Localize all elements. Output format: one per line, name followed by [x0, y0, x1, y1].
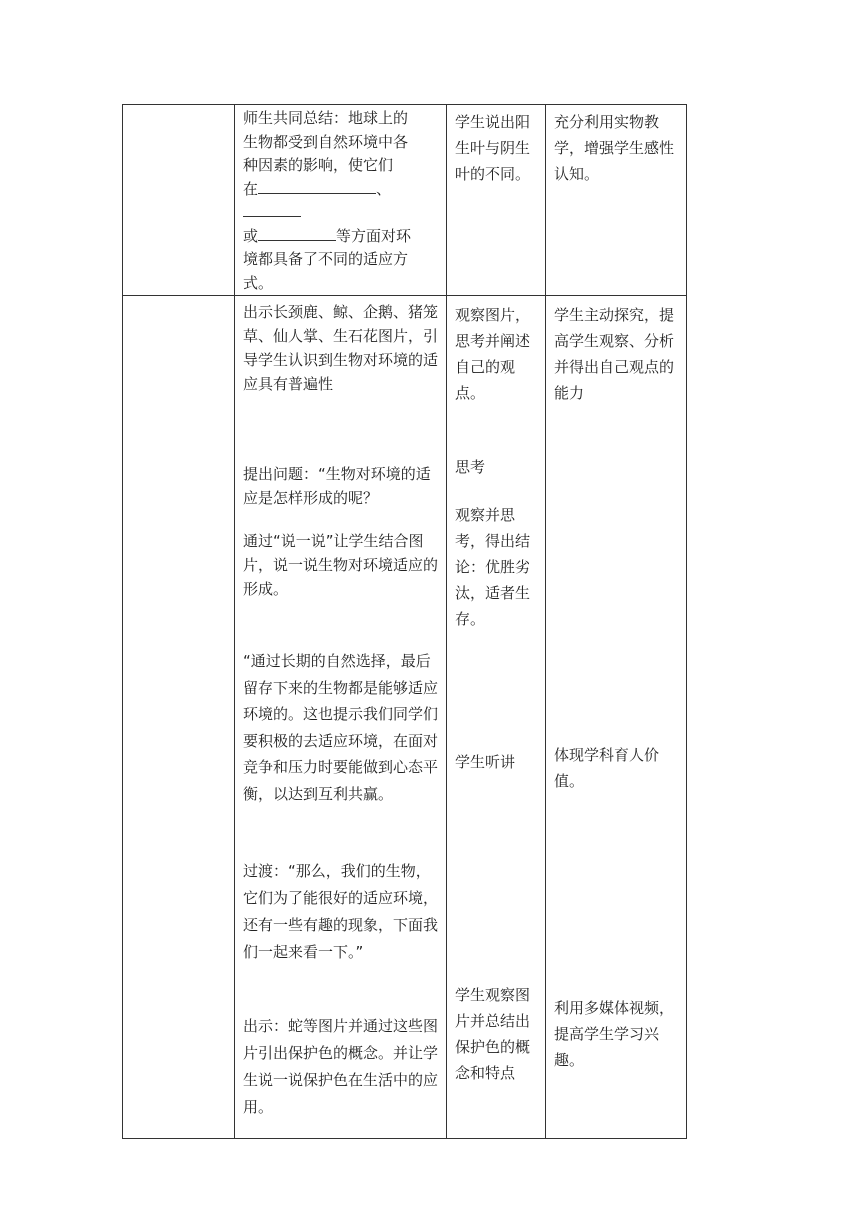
paragraph: 出示：蛇等图片并通过这些图片引出保护色的概念。并让学生说一说保护色在生活中的应用。	[243, 1017, 439, 1116]
stage-cell	[123, 105, 235, 296]
paragraph: 利用多媒体视频，提高学生学习兴趣。	[554, 999, 675, 1069]
paragraph: 观察并思考，得出结论：优胜劣汰，适者生存。	[455, 506, 531, 628]
paragraph: 观察图片，思考并阐述自己的观点。	[455, 306, 531, 402]
fill-blank	[243, 201, 301, 217]
text-fragment: 在	[243, 179, 259, 198]
teacher-activity-cell	[235, 105, 447, 296]
lesson-table	[122, 104, 687, 1139]
paragraph: 通过“说一说”让学生结合图片，说一说生物对环境适应的形成。	[243, 532, 439, 598]
paragraph: 提出问题：“生物对环境的适应是怎样形成的呢？	[243, 465, 431, 507]
text-line: 生物都受到自然环境中各	[243, 132, 409, 151]
text-fragment: 等方面对环	[336, 226, 412, 245]
fill-blank	[258, 178, 376, 194]
fill-blank	[258, 225, 336, 241]
text-line: 种因素的影响，使它们	[243, 156, 394, 174]
paragraph: 学生主动探究，提高学生观察、分析并得出自己观点的能力	[554, 306, 675, 402]
paragraph: 学生观察图片并总结出保护色的概念和特点	[455, 986, 531, 1082]
student-activity-cell	[447, 296, 546, 1139]
text-line	[243, 178, 438, 225]
stage-cell	[123, 296, 235, 1139]
table-row	[123, 105, 687, 296]
paragraph: 过渡：“那么，我们的生物，它们为了能很好的适应环境，还有一些有趣的现象，下面我们一起来看一下。”	[243, 862, 439, 961]
student-activity-cell	[447, 105, 546, 296]
text-line: 境都具备了不同的适应方	[243, 250, 409, 268]
paragraph: 学生听讲	[455, 753, 516, 771]
paragraph: 体现学科育人价值。	[554, 746, 660, 790]
text-fragment: 、	[376, 179, 392, 198]
text-fragment: 或	[243, 226, 259, 245]
teacher-activity-cell	[235, 296, 447, 1139]
paragraph: “通过长期的自然选择，最后留存下来的生物都是能够适应环境的。这也提示我们同学们要积极的去适应环境，在面对竞争和压力时要能做到心态平衡，以达到互利共赢。	[243, 652, 439, 803]
design-intent-cell	[546, 105, 687, 296]
paragraph: 思考	[455, 458, 486, 476]
table-row	[123, 296, 687, 1139]
design-intent-cell	[546, 296, 687, 1139]
text-line: 式。	[243, 273, 274, 292]
text-line: 师生共同总结：地球上的	[243, 109, 409, 127]
paragraph: 出示长颈鹿、鲸、企鹅、猪笼草、仙人掌、生石花图片，引导学生认识到生物对环境的适应具有普遍性	[243, 303, 439, 393]
text-line	[243, 225, 438, 249]
paragraph: 学生说出阳生叶与阴生叶的不同。	[455, 113, 531, 183]
paragraph: 充分利用实物教学，增强学生感性认知。	[554, 113, 675, 183]
